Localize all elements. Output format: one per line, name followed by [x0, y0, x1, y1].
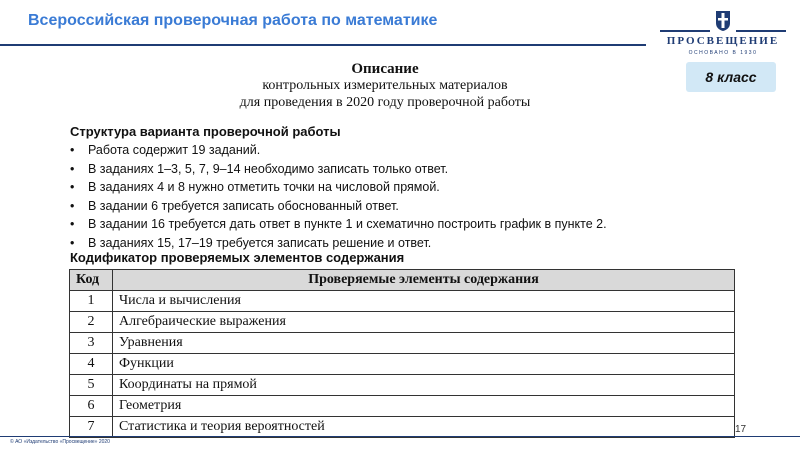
- list-item-text: В задании 16 требуется дать ответ в пункте 1 и схематично построить график в пункте 2.: [88, 217, 607, 231]
- bullet-icon: •: [70, 161, 75, 176]
- code-cell: 4: [70, 354, 113, 375]
- list-item-text: Работа содержит 19 заданий.: [88, 143, 261, 157]
- copyright-text: © АО «Издательство «Просвещение» 2020: [10, 439, 110, 445]
- column-header-element: Проверяемые элементы содержания: [113, 270, 735, 291]
- bullet-icon: •: [70, 143, 75, 157]
- bullet-icon: •: [70, 235, 75, 250]
- logo-line-left: [660, 30, 710, 32]
- code-cell: 6: [70, 396, 113, 417]
- code-cell: 3: [70, 333, 113, 354]
- code-cell: 1: [70, 291, 113, 312]
- shield-emblem-icon: [715, 10, 731, 32]
- list-item-text: В задании 6 требуется записать обоснованный ответ.: [88, 198, 399, 213]
- logo-brand-text: ПРОСВЕЩЕНИЕ: [666, 35, 780, 47]
- table-row: [70, 333, 735, 354]
- bullet-icon: •: [70, 217, 75, 231]
- bullet-icon: •: [70, 180, 75, 194]
- description-line-2: контрольных измерительных материалов: [262, 78, 508, 93]
- page-number: 17: [735, 424, 747, 435]
- element-cell: Числа и вычисления: [113, 291, 735, 312]
- column-header-code: Код: [70, 270, 113, 291]
- description-line-3: для проведения в 2020 году проверочной работы: [239, 95, 531, 110]
- table-row: [70, 375, 735, 396]
- element-cell: Геометрия: [113, 396, 735, 417]
- list-item-text: В заданиях 4 и 8 нужно отметить точки на числовой прямой.: [88, 180, 440, 194]
- codifier-heading: Кодификатор проверяемых элементов содержания: [70, 250, 405, 265]
- element-cell: Функции: [113, 354, 735, 375]
- code-cell: 5: [70, 375, 113, 396]
- element-cell: Статистика и теория вероятностей: [113, 417, 735, 438]
- structure-heading: Структура варианта проверочной работы: [70, 124, 341, 139]
- logo-line-right: [736, 30, 786, 32]
- table-row: [70, 354, 735, 375]
- table-row: [70, 312, 735, 333]
- list-item: [70, 160, 607, 179]
- list-item: [70, 215, 607, 234]
- footer-divider: [0, 436, 800, 437]
- grade-badge: 8 класс: [686, 62, 776, 92]
- list-item: [70, 178, 607, 197]
- list-item-text: В заданиях 15, 17–19 требуется записать решение и ответ.: [88, 235, 432, 250]
- title-underline: [0, 44, 646, 46]
- table-header-row: [70, 270, 735, 291]
- element-cell: Алгебраические выражения: [113, 312, 735, 333]
- publisher-logo: [654, 6, 792, 60]
- table-row: [70, 291, 735, 312]
- structure-list: [70, 141, 607, 252]
- page-title: Всероссийская проверочная работа по математике: [28, 12, 438, 29]
- bullet-icon: •: [70, 198, 75, 213]
- code-cell: 2: [70, 312, 113, 333]
- codifier-table: [69, 269, 735, 438]
- code-cell: 7: [70, 417, 113, 438]
- list-item: [70, 141, 607, 160]
- list-item: [70, 197, 607, 216]
- element-cell: Уравнения: [113, 333, 735, 354]
- list-item-text: В заданиях 1–3, 5, 7, 9–14 необходимо записать только ответ.: [88, 161, 449, 176]
- logo-founded-text: ОСНОВАНО В 1930: [688, 50, 758, 56]
- table-row: [70, 417, 735, 438]
- description-title: Описание: [351, 61, 419, 77]
- element-cell: Координаты на прямой: [113, 375, 735, 396]
- table-row: [70, 396, 735, 417]
